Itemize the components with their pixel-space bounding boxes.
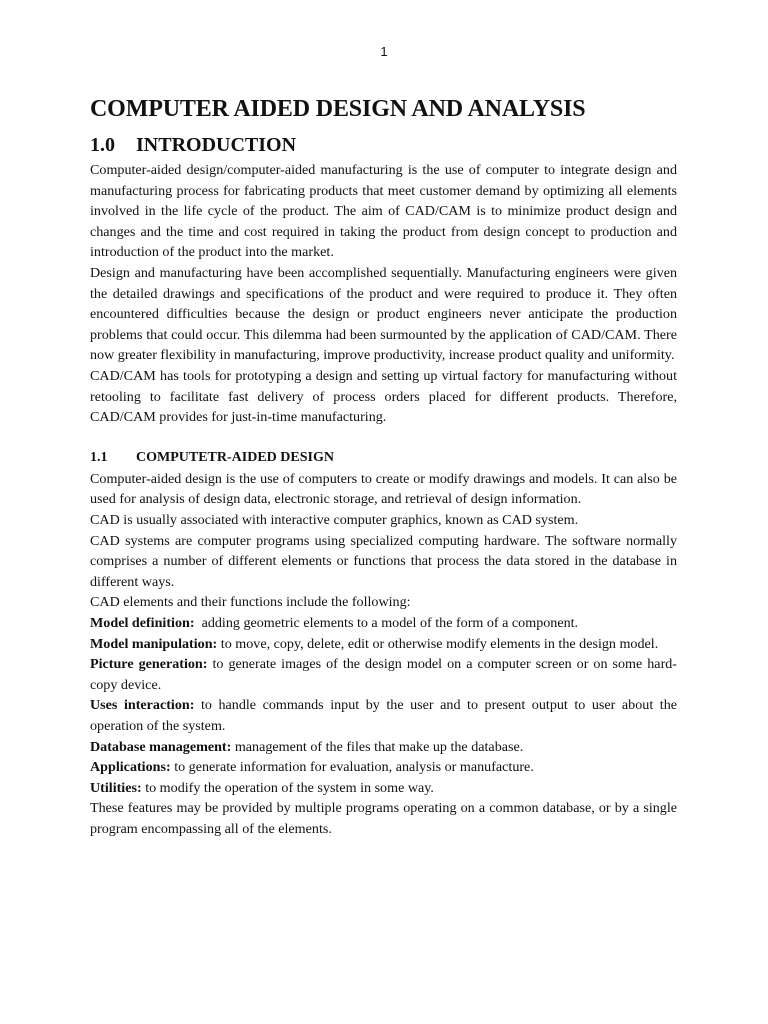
section-title: INTRODUCTION (136, 134, 297, 156)
element-term: Picture generation: (90, 656, 208, 673)
section-heading-introduction (90, 130, 677, 160)
cad-element-model-manipulation (90, 634, 677, 655)
element-description: management of the files that make up the database. (231, 738, 524, 755)
element-description: to generate images of the design model on a computer screen or on some hard-copy device. (90, 656, 678, 693)
section-title: COMPUTETR-AIDED DESIGN (136, 450, 334, 466)
element-description: adding geometric elements to a model of the form of a component. (194, 614, 579, 631)
section-number: 1.0 (90, 134, 115, 156)
element-term: Uses interaction: (90, 697, 195, 714)
cad-paragraph-4: CAD elements and their functions include the following: (90, 594, 411, 611)
spacer (90, 428, 677, 449)
cad-element-model-definition (90, 613, 677, 634)
cad-paragraph-2: CAD is usually associated with interactive computer graphics, known as CAD system. (90, 512, 579, 528)
section-number: 1.1 (90, 450, 108, 466)
element-term: Database management: (90, 738, 232, 755)
intro-paragraph-3: CAD/CAM has tools for prototyping a design and setting up virtual factory for manufacturing without retooling to facilitate fast delivery of process orders placed for different products. Therefore, CAD/CAM provides for just-in-time manufacturing. (90, 367, 677, 426)
document-body (90, 92, 677, 840)
element-description: to modify the operation of the system in some way. (141, 779, 434, 796)
element-term: Utilities: (90, 779, 142, 796)
cad-element-applications (90, 757, 677, 778)
element-description: to generate information for evaluation, analysis or manufacture. (170, 759, 534, 776)
element-term: Applications: (90, 759, 171, 776)
intro-paragraph-2: Design and manufacturing have been accomplished sequentially. Manufacturing engineers were given the detailed drawings and specifications of the product and were required to produce it. They often encountered difficulties because the design or product engineers never anticipate the production problems that could occur. This dilemma had been surmounted by the application of CAD/CAM. There now greater flexibility in manufacturing, improve productivity, increase product quality and uniformity. (90, 264, 677, 364)
cad-element-uses-interaction (90, 695, 677, 736)
cad-element-picture-generation (90, 654, 677, 695)
cad-paragraph-1: Computer-aided design is the use of computers to create or modify drawings and models. It can also be used for analysis of design data, electronic storage, and retrieval of design information. (90, 470, 677, 508)
section-heading-cad (90, 448, 677, 469)
page-number: 1 (380, 44, 388, 59)
element-description: to move, copy, delete, edit or otherwise modify elements in the design model. (217, 635, 659, 652)
element-term: Model definition: (90, 614, 195, 631)
intro-paragraph-1: Computer-aided design/computer-aided manufacturing is the use of computer to integrate design and manufacturing process for fabricating products that meet customer demand by optimizing all elements involved in the life cycle of the product. The aim of CAD/CAM is to minimize product design and changes and the time and cost required in taking the product from design concept to production and introduction of the product into the market. (90, 162, 677, 261)
element-description: to handle commands input by the user and to present output to user about the operation of the system. (90, 697, 677, 734)
cad-element-database-management (90, 737, 677, 758)
document-title: COMPUTER AIDED DESIGN AND ANALYSIS (90, 96, 586, 122)
element-term: Model manipulation: (90, 635, 218, 652)
cad-paragraph-3: CAD systems are computer programs using specialized computing hardware. The software normally comprises a number of different elements or functions that process the data stored in the database in different ways. (90, 532, 677, 590)
cad-closing-paragraph: These features may be provided by multiple programs operating on a common database, or by a single program encompassing all of the elements. (90, 800, 677, 837)
cad-element-utilities (90, 778, 677, 799)
